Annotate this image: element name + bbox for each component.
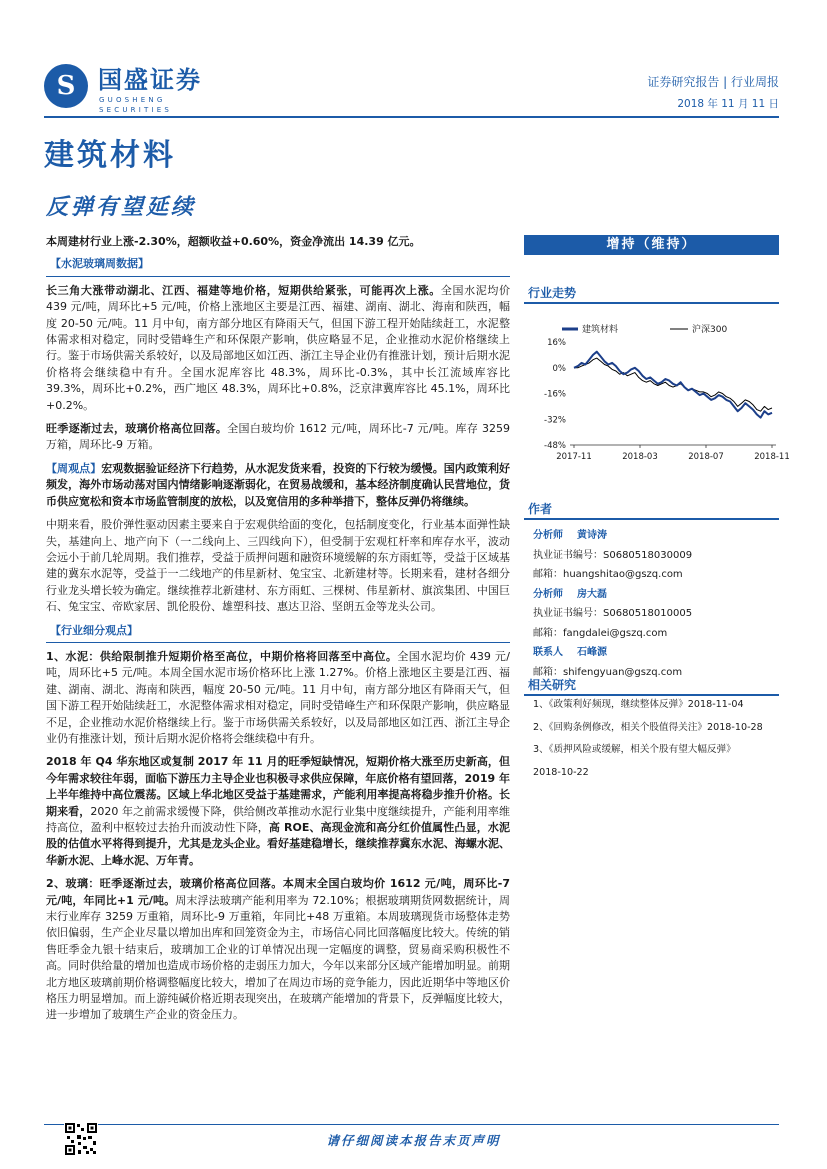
paragraph-lead: 2018 年 Q4 华东地区或复制 2017 年 11 月的旺季短缺情况，短期价格大涨至历史新高，但今年需求较往年弱，面临下游压力主导企业也积极寻求供应保障，年底价格有望回落，2019 年上半年维持中高位震荡。区域上华北地区受益于基建需求，产能利用率提高将稳步推升价格。长期来看， [46,755,510,818]
related-item-date: 2018-10-22 [533,766,589,778]
x-tick-label: 2017-11 [556,452,592,462]
contact-name: 石峰源 [577,647,607,658]
x-tick-label: 2018-07 [688,452,724,462]
email-link[interactable]: fangdalei@gszq.com [563,627,668,639]
analyst-1 [533,526,778,546]
paragraph-cement-outlook [46,754,510,869]
paragraph-lead: 1、水泥：供给限制推升短期价格至高位，中期价格将回落至中高位。 [46,649,398,663]
cert-number: S0680518030009 [603,549,693,561]
analyst-role: 分析师 [533,588,563,600]
chart-series [574,352,772,418]
authors-heading: 作者 [528,502,553,516]
paragraph-glass-view [46,876,510,1024]
paragraph-lead: 宏观数据验证经济下行趋势，从水泥发货来看，投资的下行较为缓慢。国内政策利好频发，海外市场动荡对国内情绪影响逐渐弱化，在贸易战缓和，基本经济制度确认民营地位，货币供应宽松和资本市场监管制度的放松，以及宽信用的多种举措下，整体反弹仍将继续。 [46,461,511,508]
email-link[interactable]: shifengyuan@gszq.com [563,666,683,678]
email-label: 邮箱： [533,666,563,678]
footer-disclaimer: 请仔细阅读本报告末页声明 [326,1133,501,1148]
paragraph-weekly-view [46,461,510,510]
paragraph-body: 全国白玻均价 1612 元/吨，周环比-7 元/吨。库存 3259 万箱，周环比-9 万箱。 [46,422,510,452]
weekly-summary: 本周建材行业上涨-2.30%，超额收益+0.60%，资金净流出 14.39 亿元。 [46,235,421,248]
analyst-list [533,526,778,682]
email-label: 邮箱： [533,569,563,580]
analyst-name: 黄诗涛 [577,530,607,541]
authors-divider [524,518,779,520]
section-heading-segment-view: 【行业细分观点】 [46,623,510,643]
paragraph-lead: 2、玻璃：旺季逐渐过去，玻璃价格高位回落。本周末全国白玻均价 1612 元/吨，周环比-7 元/吨，年同比+1 元/吨。 [46,877,510,907]
report-title: 反弹有望延续 [46,194,197,220]
paragraph-body: 周末浮法玻璃产能利用率为 72.10%；根据玻璃期货网数据统计，周末行业库存 3259 万重箱，周环比-9 万重箱，年同比+48 万重箱。本周玻璃现货市场整体走势依旧偏弱，生产企业尽量以增加出库和回笼资金为主，市场信心同比回落幅度比较大。传统的销售旺季金九银十结束后，玻璃加工企业的订单情况出现一定幅度的调整，贸易商采购积极性不高。同时供给量的增加也造成市场价格的走弱压力加大，今年以来部分区域产能增加明显。前期北方地区玻璃前期价格调整幅度比较大，增加了在周边市场的竞争能力，因此近期华中等地区价格压力明显增加。而上游纯碱价格近期表现突出，在玻璃产能增加的背景下，反弹幅度比较大，进一步增加了玻璃生产企业的资金压力。 [46,893,510,1022]
series-line-building-materials [574,352,772,418]
industry-trend-chart [528,315,790,465]
related-research-list [533,694,781,784]
cert-label: 执业证书编号： [533,608,603,619]
analyst-1-email [533,565,778,585]
analyst-2 [533,585,778,605]
main-content [46,234,510,1031]
y-tick-label: -16% [544,389,566,400]
email-link[interactable]: huangshitao@gszq.com [563,569,683,580]
contact-role: 联系人 [533,647,563,658]
contact [533,643,778,663]
paragraph-conclusion: 高 ROE、高现金流和高分红价值属性凸显，水泥股的估值水平将得到提升，尤其是龙头企业。看好基建稳增长，继续推荐冀东水泥、海螺水泥、华新水泥、上峰水泥、万年青。 [46,821,510,867]
chart-axes [544,338,790,462]
paragraph-cement-data [46,283,510,414]
section-heading-cement-glass-data: 【水泥玻璃周数据】 [46,256,510,276]
rating-badge: 增持（维持） [524,235,779,255]
paragraph-body: 全国水泥均价 439 元/吨，周环比+5 元/吨。本周全国水泥市场价格环比上涨 1.27%。价格上涨地区主要是江西、福建、湖南、湖北、海南和陕西，幅度 20-50 元/吨。11 月中旬，南方部分地区有降雨天气，但国下游工程开始陆续赶工，水泥整体需求相对稳定，同时受错峰生产和环保限产影响，供应略显不足，企业推动水泥价格继续上行。鉴于市场供需关系较好，以及局部地区如江西、浙江主导企业仍有推涨计划，预计后期水泥价格将会继续稳中有升。 [46,649,510,745]
footer-divider [44,1124,779,1125]
paragraph-cement-view [46,649,510,747]
analyst-2-email [533,624,778,644]
paragraph-mid-term-view: 中期来看，股价弹性驱动因素主要来自于宏观供给面的变化，包括制度变化，行业基本面弹性缺失，基建向上、地产向下（一二线向上、三四线向下），但受制于宏观杠杆率和库存水平，波动会远小于前几轮周期。我们推荐，受益于质押问题和融资环境缓解的东方雨虹等，受益于区域基建的冀东水泥等，受益于一二线地产的伟星新材、兔宝宝、北新建材等。长期来看，建材各细分行业龙头增长较为确定。继续推荐北新建材、东方雨虹、三棵树、伟星新材、旗滨集团、中国巨石、兔宝宝、帝欧家居、凯伦股份、雄塑科技、惠达卫浴、坚朗五金等龙头公司。 [46,518,510,614]
related-item[interactable]: 3、《质押风险或缓解，相关个股有望大幅反弹》 [533,744,736,755]
report-type: 证券研究报告 | 行业周报 [647,75,779,89]
analyst-role: 分析师 [533,530,563,541]
paragraph-lead: 长三角大涨带动湖北、江西、福建等地价格，短期供给紧张，可能再次上涨。 [46,283,441,297]
logo-mark-icon: S [44,64,88,108]
analyst-2-cert [533,604,778,624]
x-tick-label: 2018-11 [754,452,790,462]
y-tick-label: -32% [544,415,566,426]
y-tick-label: 0% [552,363,566,374]
industry-title: 建筑材料 [44,138,176,173]
paragraph-glass-data [46,421,510,454]
legend-label-building-materials: 建筑材料 [582,325,619,335]
brand-name: 国盛证券 [98,65,202,94]
related-heading: 相关研究 [528,678,577,692]
analyst-1-cert [533,546,778,566]
cert-label: 执业证书编号： [533,549,603,561]
cert-number: S0680518010005 [603,608,693,619]
legend-label-csi300: 沪深300 [692,325,728,335]
related-item[interactable]: 1、《政策利好频现，继续整体反弹》2018-11-04 [533,699,744,710]
paragraph-lead: 旺季逐渐过去，玻璃价格高位回落。 [46,422,228,436]
y-tick-label: -48% [544,441,566,451]
paragraph-body: 全国水泥均价 439 元/吨，周环比+5 元/吨，价格上涨地区主要是江西、福建、湖南、湖北、海南和陕西，幅度 20-50 元/吨。11 月中旬，南方部分地区有降雨天气，但国下游工程开始陆续赶工，水泥整体需求相对稳定，同时受错峰生产和环保限产影响，供应略显不足，企业推动水泥价格继续上行。鉴于市场供需关系较好，以及局部地区如江西、浙江主导企业仍有推涨计划，预计后期水泥价格将会继续稳中有升。全国水泥库容比 48.3%，周环比-0.3%，其中长江流域库容比 39.3%，周环比+0.2%，西广地区 48.3%，周环比+0.8%，泛京津冀库容比 45.1%，周环比+0.2%。 [46,283,510,412]
company-logo [44,64,219,114]
trend-heading: 行业走势 [528,286,577,300]
y-tick-label: 16% [547,338,566,348]
brand-name-en: GUOSHENG SECURITIES [99,96,173,114]
analyst-name: 房大磊 [577,588,607,600]
trend-divider [524,302,779,304]
x-tick-label: 2018-03 [622,452,658,462]
report-date: 2018 年 11 月 11 日 [677,98,779,110]
paragraph-body: 2020 年之前需求缓慢下降，供给侧改革推动水泥行业集中度继续提升，产能利用率维持高位，盈利中枢较过去抬升而波动性下降， [46,804,510,834]
section-heading-weekly-view: 【周观点】 [46,461,102,475]
header-divider [44,116,779,118]
email-label: 邮箱： [533,627,563,639]
related-item[interactable]: 2、《回购条例修改，相关个股值得关注》2018-10-28 [533,721,763,733]
